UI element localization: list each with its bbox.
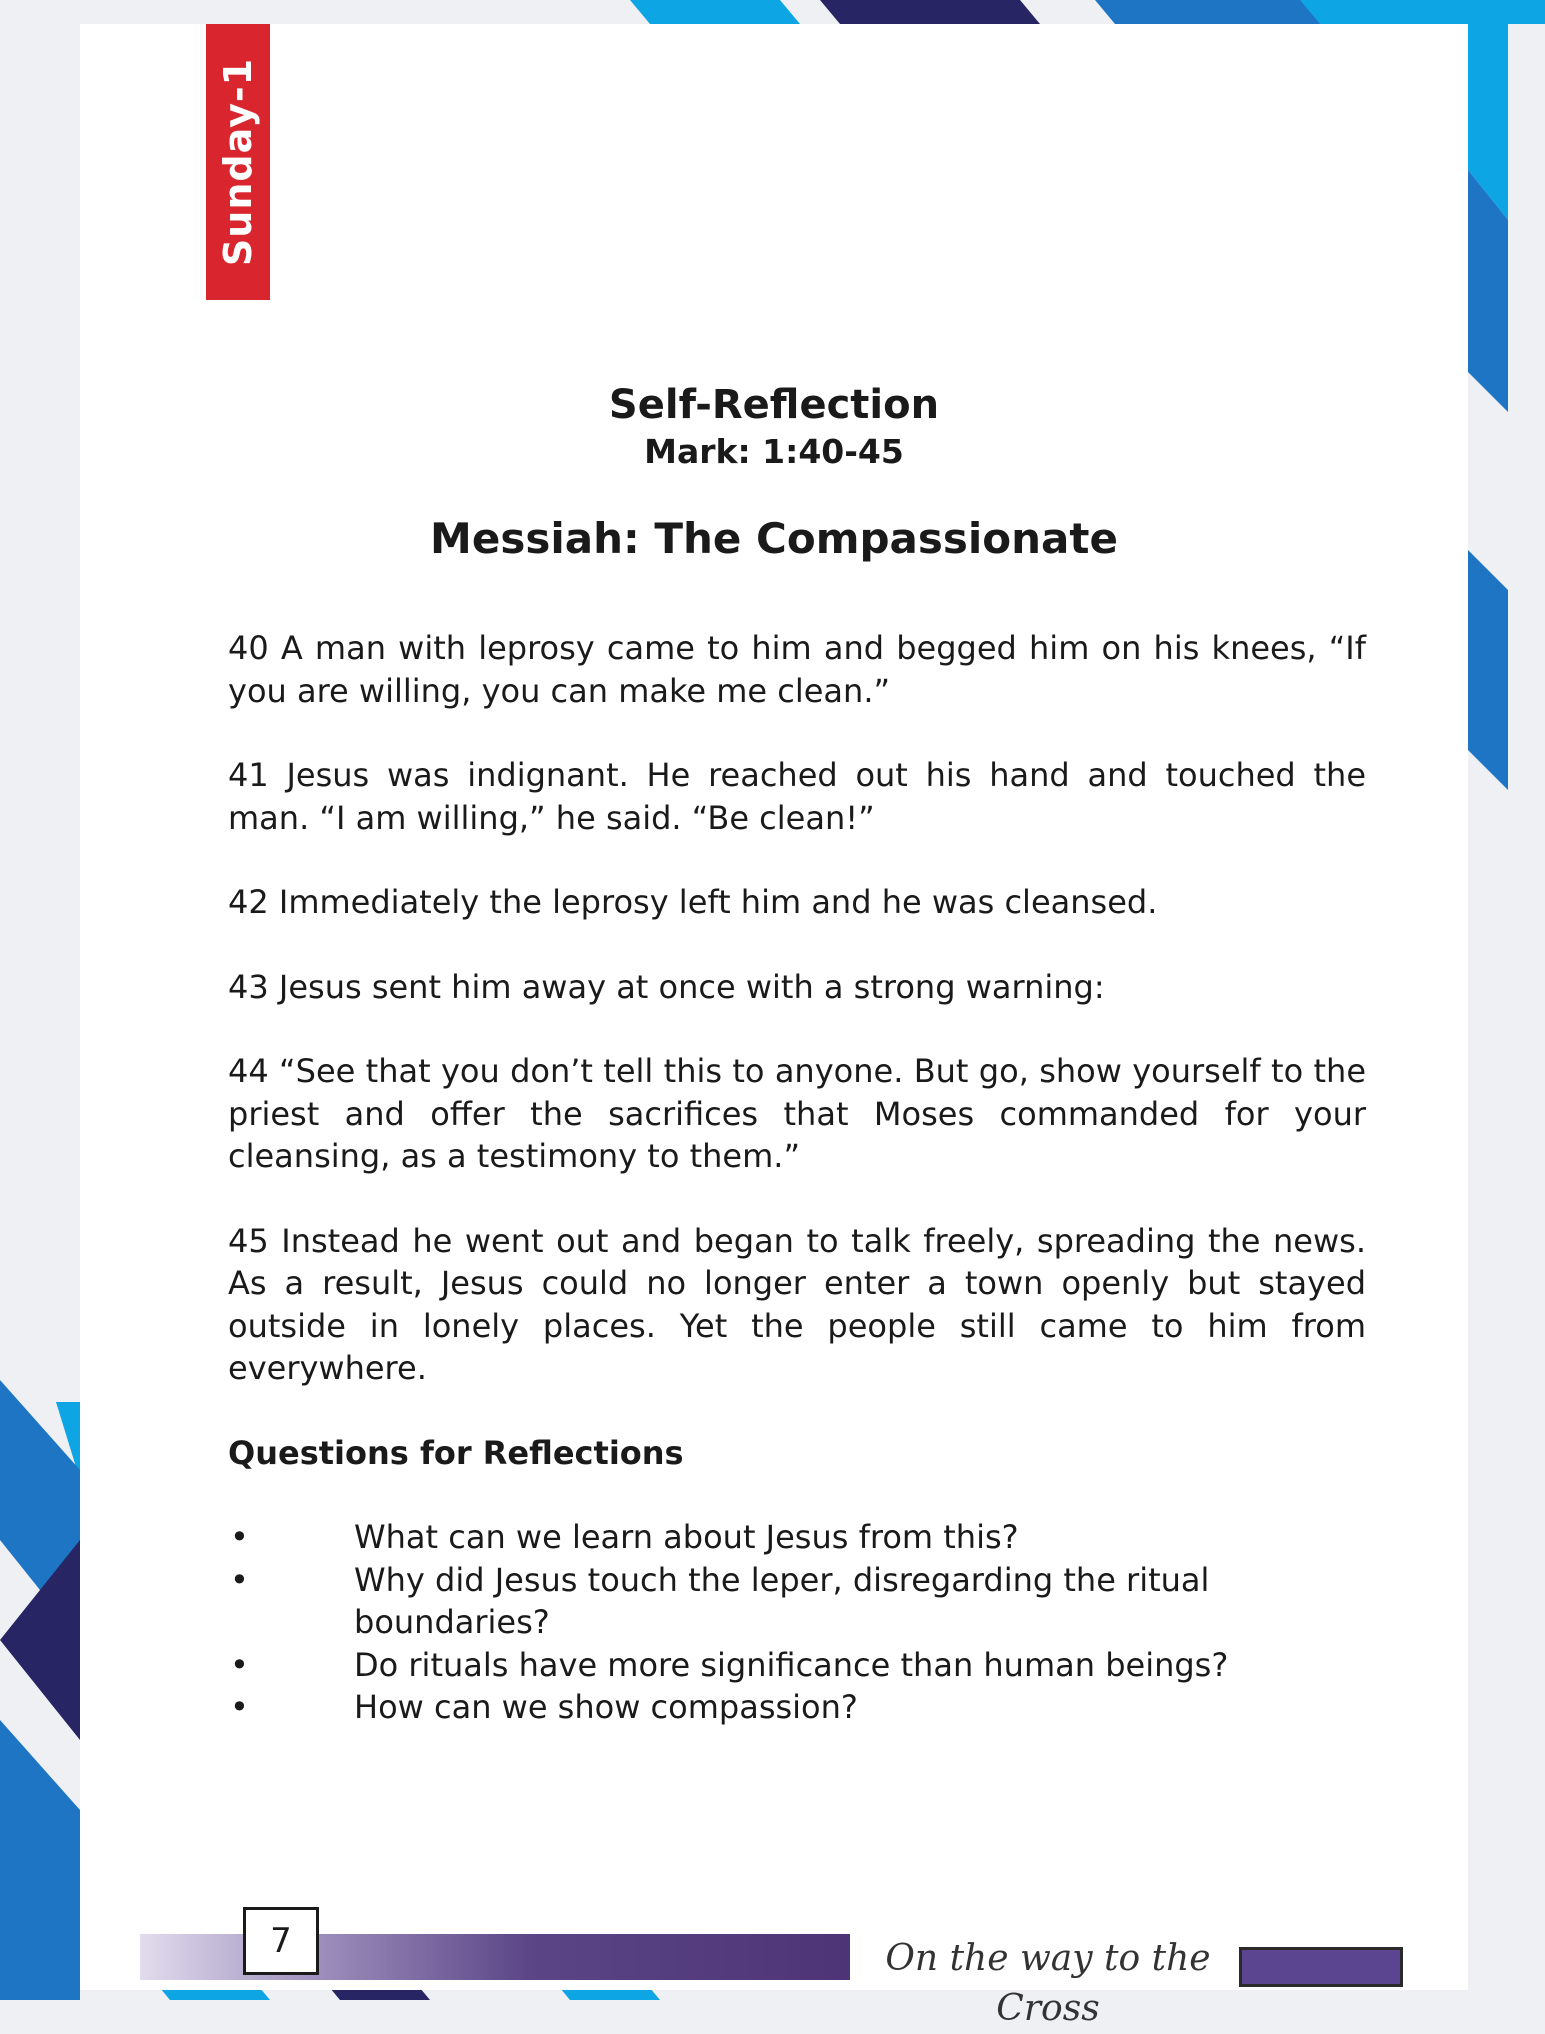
bullet-icon: •	[230, 1560, 249, 1599]
verse-41: 41 Jesus was indignant. He reached out his hand and touched the man. “I am willing,” he said. “Be clean!”	[228, 756, 1366, 837]
footer-accent-box	[1239, 1947, 1403, 1987]
list-item	[228, 1644, 1366, 1687]
day-tab-label: Sunday-1	[216, 57, 260, 267]
document-page	[80, 24, 1468, 2029]
list-item	[228, 1686, 1366, 1729]
verse-40: 40 A man with leprosy came to him and begged him on his knees, “If you are willing, you can make me clean.”	[228, 629, 1366, 710]
question-text: What can we learn about Jesus from this?	[354, 1518, 1019, 1556]
top-stripe-light-blue	[630, 0, 800, 24]
footer-book-title: On the way to the Cross	[885, 1938, 1211, 2029]
questions-list	[228, 1516, 1366, 1729]
verse-44: 44 “See that you don’t tell this to anyone. But go, show yourself to the priest and offer the sacrifices that Moses commanded for your cleansing, as a testimony to them.”	[228, 1052, 1366, 1175]
questions-heading: Questions for Reflections	[228, 1433, 684, 1472]
left-stripe-blue-2	[0, 1720, 80, 2000]
top-stripe-light-blue-2	[1300, 0, 1545, 24]
question-text: Why did Jesus touch the leper, disregarding the ritual boundaries?	[354, 1560, 1210, 1641]
question-text: Do rituals have more significance than human beings?	[354, 1645, 1229, 1684]
question-text: How can we show compassion?	[354, 1688, 858, 1726]
main-content	[228, 627, 1366, 1729]
verse-42: 42 Immediately the leprosy left him and he was cleansed.	[228, 883, 1158, 921]
scripture-reference: Mark: 1:40-45	[644, 432, 904, 471]
verse-43: 43 Jesus sent him away at once with a strong warning:	[228, 967, 1105, 1006]
list-item	[228, 1516, 1366, 1559]
day-tab	[206, 24, 270, 300]
section-heading: Messiah: The Compassionate	[430, 514, 1118, 563]
bullet-icon: •	[230, 1645, 249, 1684]
top-stripe-navy	[820, 0, 1040, 24]
right-stripe-blue-2	[1468, 550, 1508, 790]
page-title: Self-Reflection	[608, 382, 940, 428]
bullet-icon: •	[230, 1518, 249, 1556]
verse-45: 45 Instead he went out and began to talk freely, spreading the news. As a result, Jesus could no longer enter a town openly but stayed outside in lonely places. Yet the people still came to him from everywhere.	[228, 1221, 1366, 1387]
page-number: 7	[243, 1907, 319, 1975]
bullet-icon: •	[230, 1688, 249, 1726]
list-item	[228, 1559, 1366, 1644]
